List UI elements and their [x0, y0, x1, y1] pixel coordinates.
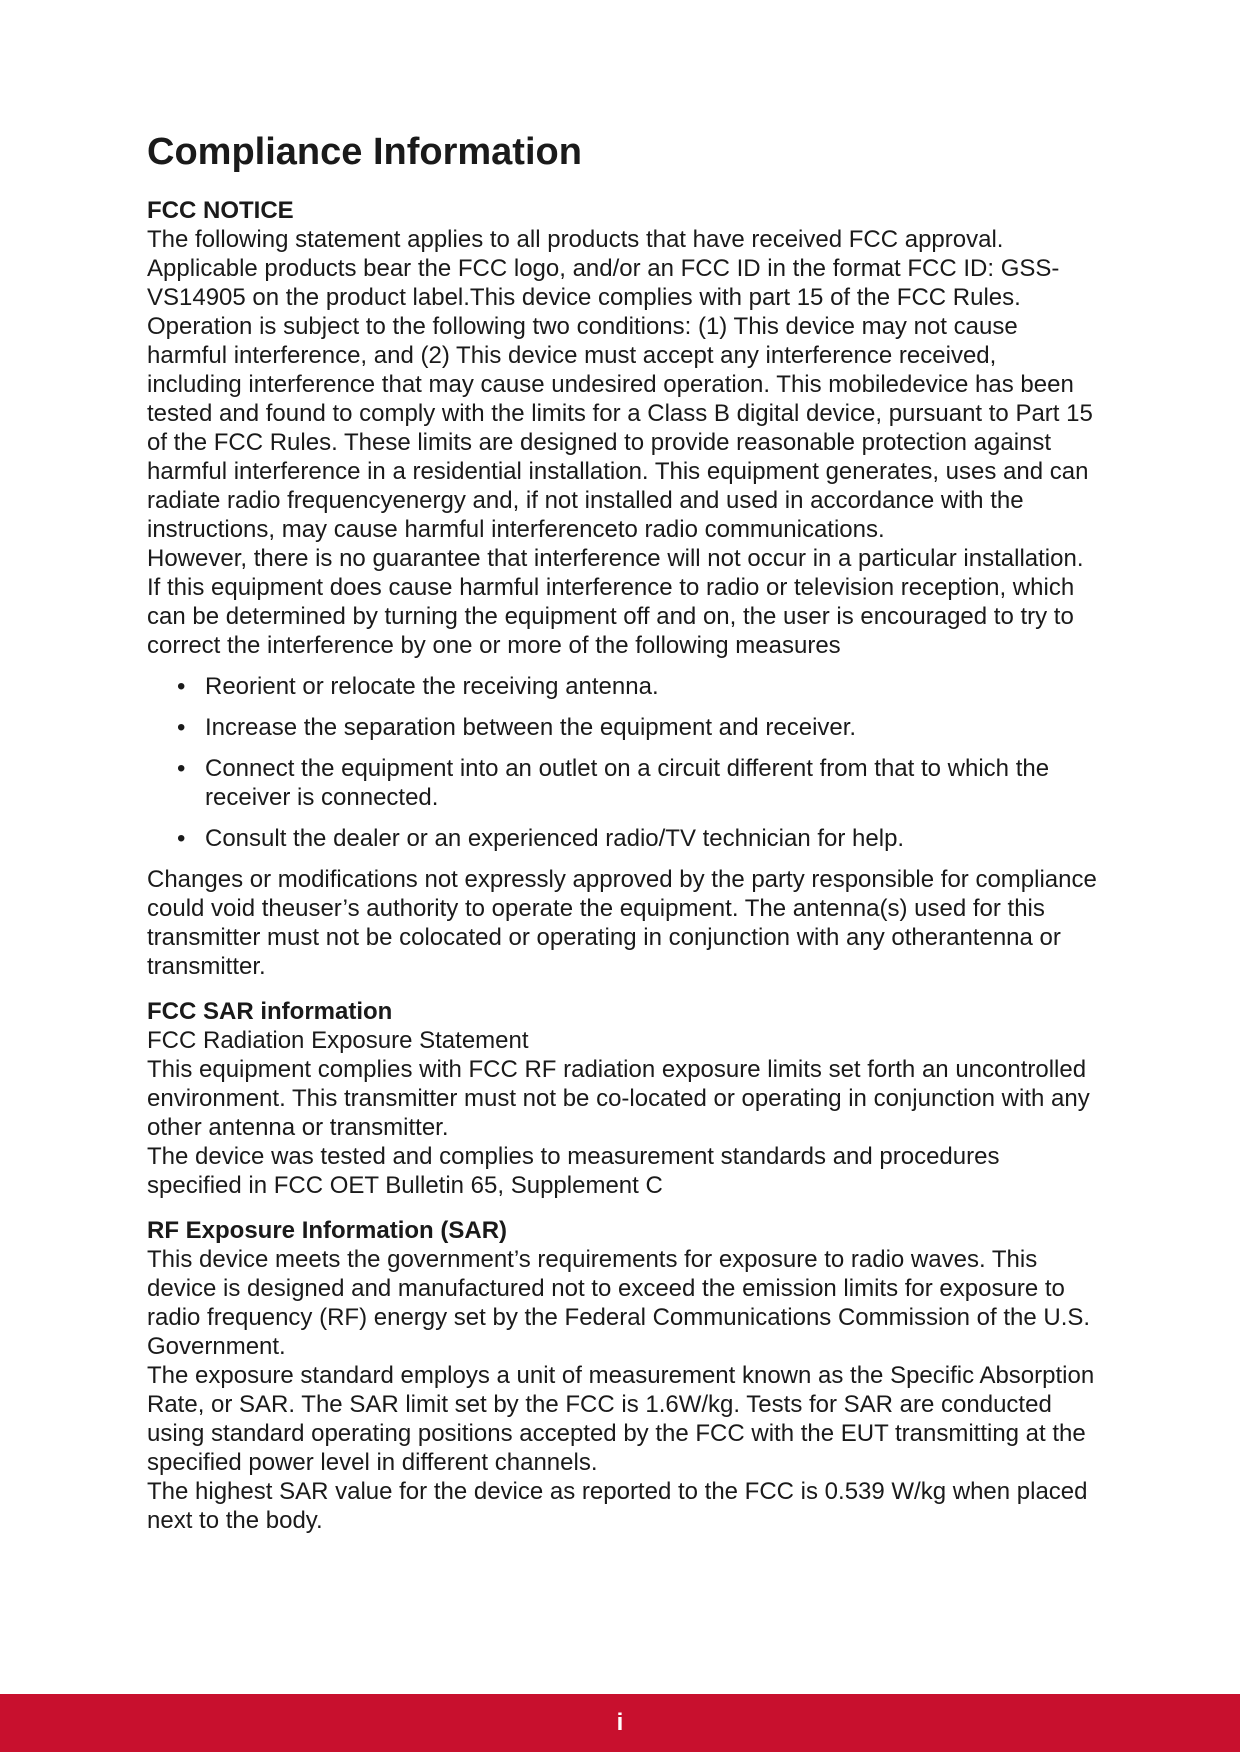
list-item	[177, 824, 1097, 853]
rf-exposure-section	[147, 1216, 1097, 1535]
list-item-text: Connect the equipment into an outlet on a circuit different from that to which the receiver is connected.	[205, 754, 1050, 811]
list-item	[177, 713, 1097, 742]
bullet-icon: •	[177, 754, 186, 782]
fcc-sar-paragraph-1: This equipment complies with FCC RF radiation exposure limits set forth an uncontrolled environment. This transmitter must not be co-located or operating in conjunction with any other antenna or transmitter.	[147, 1055, 1090, 1141]
fcc-sar-section	[147, 997, 1097, 1200]
rf-exposure-paragraph-2: The exposure standard employs a unit of measurement known as the Specific Absorption Rate, or SAR. The SAR limit set by the FCC is 1.6W/kg. Tests for SAR are conducted using standard operating positions accepted by the FCC with the EUT transmitting at the specified power level in different channels.	[147, 1361, 1095, 1476]
page-number: i	[616, 1709, 624, 1736]
fcc-notice-closing: Changes or modifications not expressly approved by the party responsible for compliance could void theuser’s authority to operate the equipment. The antenna(s) used for this transmitter must not be colocated or operating in conjunction with any otherantenna or transmitter.	[147, 865, 1097, 980]
rf-exposure-heading: RF Exposure Information (SAR)	[147, 1216, 508, 1244]
measures-list	[147, 672, 1097, 853]
bullet-icon: •	[177, 824, 186, 852]
fcc-sar-paragraph-2: The device was tested and complies to measurement standards and procedures specified in FCC OET Bulletin 65, Supplement C	[147, 1142, 1000, 1199]
fcc-sar-heading: FCC SAR information	[147, 997, 393, 1025]
rf-exposure-paragraph-1: This device meets the government’s requirements for exposure to radio waves. This device is designed and manufactured not to exceed the emission limits for exposure to radio frequency (RF) energy set by the Federal Communications Commission of the U.S. Government.	[147, 1245, 1091, 1360]
list-item	[177, 754, 1097, 812]
fcc-notice-paragraph-1: The following statement applies to all products that have received FCC approval. Applicable products bear the FCC logo, and/or an FCC ID in the format FCC ID: GSS-VS14905 on the product label.This device complies with part 15 of the FCC Rules. Operation is subject to the following two conditions: (1) This device may not cause harmful interference, and (2) This device must accept any interference received, including interference that may cause undesired operation. This mobiledevice has been tested and found to comply with the limits for a Class B digital device, pursuant to Part 15 of the FCC Rules. These limits are designed to provide reasonable protection against harmful interference in a residential installation. This equipment generates, uses and can radiate radio frequencyenergy and, if not installed and used in accordance with the instructions, may cause harmful interferenceto radio communications.	[147, 225, 1093, 543]
fcc-sar-subtitle: FCC Radiation Exposure Statement	[147, 1026, 529, 1054]
list-item-text: Increase the separation between the equipment and receiver.	[205, 713, 857, 741]
fcc-notice-paragraph-2: However, there is no guarantee that interference will not occur in a particular installation. If this equipment does cause harmful interference to radio or television reception, which can be determined by turning the equipment off and on, the user is encouraged to try to correct the interference by one or more of the following measures	[147, 544, 1084, 659]
bullet-icon: •	[177, 713, 186, 741]
list-item-text: Reorient or relocate the receiving antenna.	[205, 672, 659, 700]
list-item	[177, 672, 1097, 701]
list-item-text: Consult the dealer or an experienced radio/TV technician for help.	[205, 824, 905, 852]
rf-exposure-paragraph-3: The highest SAR value for the device as reported to the FCC is 0.539 W/kg when placed next to the body.	[147, 1477, 1088, 1534]
bullet-icon: •	[177, 672, 186, 700]
footer-bar	[0, 1694, 1240, 1752]
fcc-notice-heading: FCC NOTICE	[147, 196, 294, 224]
document-page	[147, 130, 1097, 1535]
fcc-notice-section	[147, 196, 1097, 981]
page-title: Compliance Information	[147, 131, 582, 173]
